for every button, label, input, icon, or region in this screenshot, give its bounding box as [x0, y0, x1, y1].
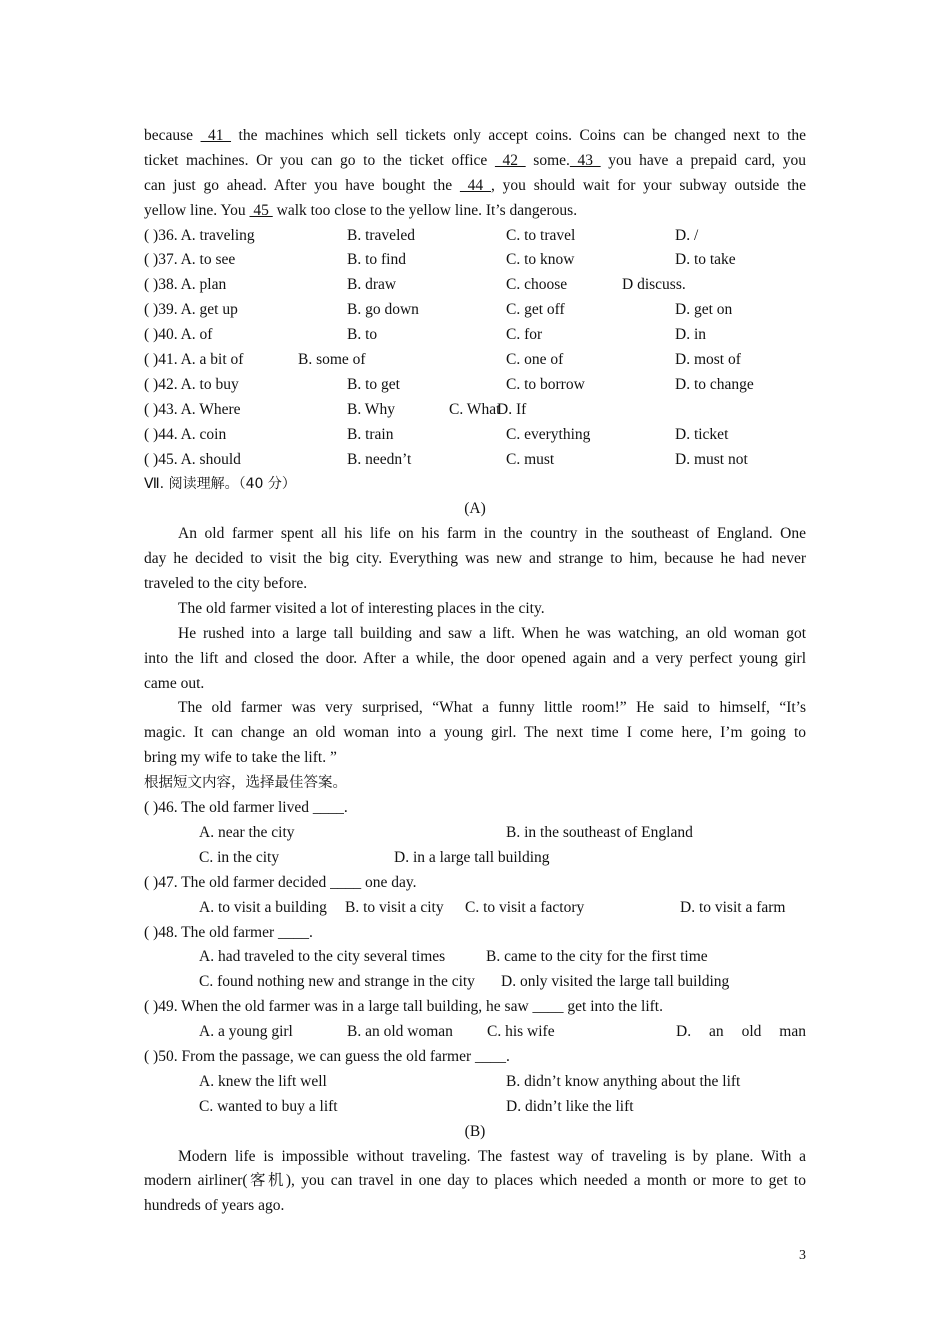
question-43: ( )43. A. Where B. Why C. What D. If: [144, 400, 527, 418]
question-41: ( )41. A. a bit of B. some of C. one of D. most of: [144, 351, 741, 369]
question-50-options-1: A. knew the lift well B. didn’t know anything about the lift: [199, 1072, 741, 1090]
question-42: ( )42. A. to buy B. to get C. to borrow D. to change: [144, 375, 754, 393]
section-title: Ⅶ. 阅读理解。（40 分）: [144, 476, 296, 493]
cloze-line-1: because 41 the machines which sell tickets only accept coins. Coins can be changed next to the: [144, 127, 807, 144]
page-number: 3: [799, 1248, 806, 1263]
question-46-options-1: A. near the city B. in the southeast of England: [199, 823, 693, 841]
question-39: ( )39. A. get up B. go down C. get off D. get on: [144, 301, 733, 319]
passage-a-line: day he decided to visit the big city. Everything was new and strange to him, because he had never: [144, 550, 806, 568]
instruction: 根据短文内容，选择最佳答案。: [144, 775, 347, 792]
question-47-options: A. to visit a building B. to visit a city C. to visit a factory D. to visit a farm: [199, 898, 786, 916]
passage-a-line: The old farmer visited a lot of interesting places in the city.: [178, 599, 545, 617]
passage-b-line: Modern life is impossible without traveling. The fastest way of traveling is by plane. With a: [178, 1147, 806, 1165]
question-48: ( )48. The old farmer ____.: [144, 923, 313, 941]
passage-a-label: (A): [464, 500, 486, 518]
passage-b-label: (B): [464, 1122, 486, 1140]
question-48-options-1: A. had traveled to the city several times B. came to the city for the first time: [199, 948, 708, 966]
passage-b-line: modern airliner(客机), you can travel in one day to places which needed a month or more to get to: [144, 1172, 806, 1190]
cloze-line-2: ticket machines. Or you can go to the ticket office 42 some. 43 you have a prepaid card, you: [144, 151, 807, 169]
question-36: ( )36. A. traveling B. traveled C. to travel D. /: [144, 226, 699, 244]
question-50: ( )50. From the passage, we can guess the old farmer ____.: [144, 1047, 510, 1065]
cloze-line-4: yellow line. You 45 walk too close to the yellow line. It’s dangerous.: [144, 201, 578, 219]
passage-a-line: into the lift and closed the door. After a while, the door opened again and a very perfect young girl: [144, 649, 806, 667]
passage-a-line: An old farmer spent all his life on his farm in the country in the southeast of England. One: [178, 525, 806, 543]
passage-a-line: bring my wife to take the lift. ”: [144, 749, 337, 767]
question-37: ( )37. A. to see B. to find C. to know D. to take: [144, 251, 736, 269]
question-49-options: A. a young girl B. an old woman C. his wife D. an old man: [199, 1023, 806, 1041]
question-50-options-2: C. wanted to buy a lift D. didn’t like the lift: [199, 1097, 634, 1115]
question-38: ( )38. A. plan B. draw C. choose D discuss.: [144, 276, 686, 294]
passage-a-line: He rushed into a large tall building and saw a lift. When he was watching, an old woman got: [178, 624, 806, 642]
question-46-options-2: C. in the city D. in a large tall building: [199, 848, 550, 866]
question-47: ( )47. The old farmer decided ____ one day.: [144, 873, 417, 891]
question-48-options-2: C. found nothing new and strange in the city D. only visited the large tall building: [199, 973, 730, 991]
question-40: ( )40. A. of B. to C. for D. in: [144, 326, 706, 344]
question-49: ( )49. When the old farmer was in a large tall building, he saw ____ get into the lift.: [144, 998, 663, 1016]
question-44: ( )44. A. coin B. train C. everything D. ticket: [144, 425, 729, 443]
passage-a-line: The old farmer was very surprised, “What a funny little room!” He said to himself, “It’s: [178, 699, 806, 717]
passage-a-line: magic. It can change an old woman into a young girl. The next time I come here, I’m going to: [144, 724, 806, 742]
cloze-line-3: can just go ahead. After you have bought the 44 , you should wait for your subway outside the: [144, 176, 807, 194]
passage-a-line: came out.: [144, 674, 205, 692]
document-page: [144, 124, 806, 1219]
question-45: ( )45. A. should B. needn’t C. must D. must not: [144, 450, 748, 468]
passage-b-line: hundreds of years ago.: [144, 1197, 285, 1215]
passage-a-line: traveled to the city before.: [144, 575, 308, 593]
question-46: ( )46. The old farmer lived ____.: [144, 799, 348, 817]
